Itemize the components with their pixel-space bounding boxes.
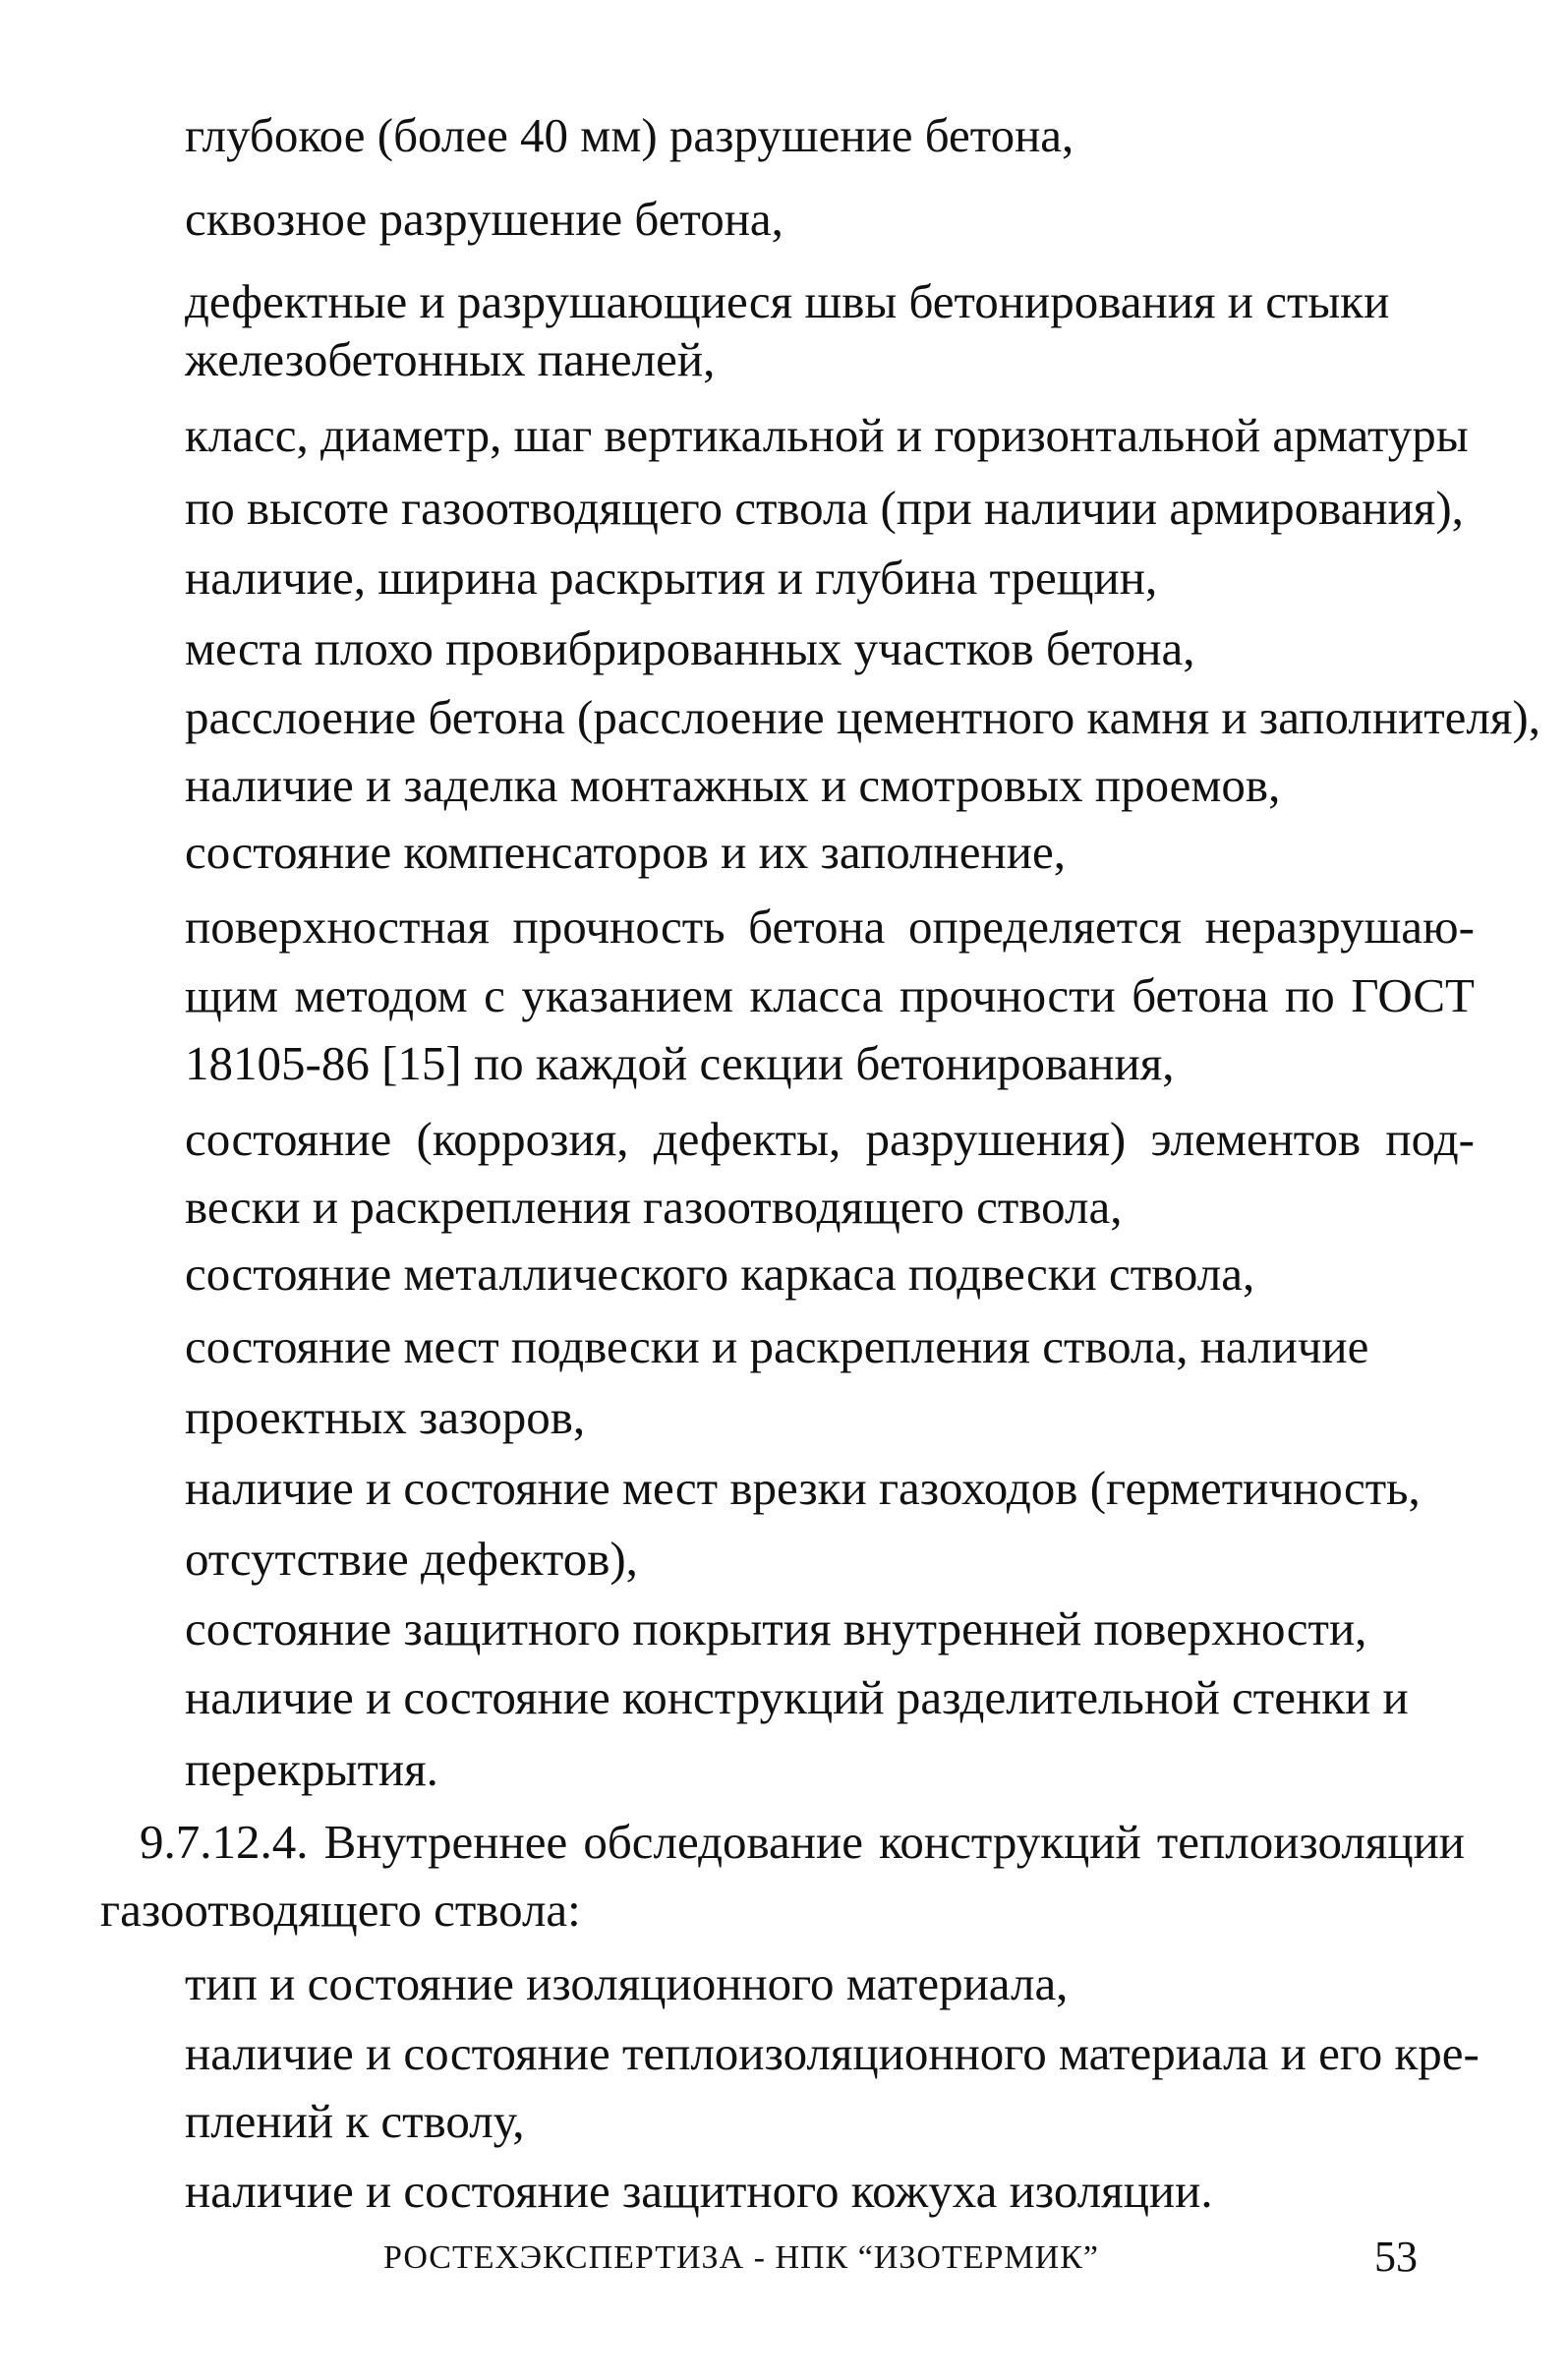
text-line-justified: поверхностная прочность бетона определяется неразрушаю-: [185, 900, 1475, 954]
text-line: наличие и состояние мест врезки газоходов (герметичность,: [185, 1461, 1421, 1515]
text-line: плений к стволу,: [185, 2094, 525, 2148]
text-line: наличие и состояние защитного кожуха изоляции.: [185, 2164, 1213, 2218]
text-line: сквозное разрушение бетона,: [185, 192, 784, 246]
text-line-justified: состояние (коррозия, дефекты, разрушения) элементов под-: [185, 1112, 1475, 1166]
section-heading-line: 9.7.12.4. Внутреннее обследование конструкций теплоизоляции: [140, 1815, 1465, 1869]
text-line-justified: щим методом с указанием класса прочности бетона по ГОСТ: [185, 968, 1475, 1022]
text-line: по высоте газоотводящего ствола (при наличии армирования),: [185, 481, 1464, 535]
text-line: глубокое (более 40 мм) разрушение бетона,: [185, 108, 1074, 162]
text-line: вески и раскрепления газоотводящего ствола,: [185, 1180, 1123, 1234]
text-line: тип и состояние изоляционного материала,: [185, 1956, 1069, 2010]
text-line: отсутствие дефектов),: [185, 1532, 638, 1586]
text-line: состояние компенсаторов и их заполнение,: [185, 825, 1066, 879]
text-line: перекрытия.: [185, 1742, 438, 1796]
text-line: состояние защитного покрытия внутренней поверхности,: [185, 1601, 1367, 1655]
text-line: наличие, ширина раскрытия и глубина трещин,: [185, 551, 1158, 605]
page-number: 53: [1374, 2233, 1418, 2281]
text-line: 18105-86 [15] по каждой секции бетонирования,: [185, 1036, 1175, 1090]
text-line: наличие и состояние конструкций разделительной стенки и: [185, 1670, 1409, 1724]
text-line: дефектные и разрушающиеся швы бетонирования и стыки: [185, 274, 1390, 328]
text-line: наличие и заделка монтажных и смотровых проемов,: [185, 758, 1281, 812]
section-heading-continuation: газоотводящего ствола:: [100, 1883, 581, 1937]
text-line: наличие и состояние теплоизоляционного материала и его кре-: [185, 2026, 1480, 2080]
text-line: состояние мест подвески и раскрепления ствола, наличие: [185, 1319, 1369, 1373]
text-line: состояние металлического каркаса подвески ствола,: [185, 1247, 1255, 1301]
text-line: места плохо провибрированных участков бетона,: [185, 621, 1195, 675]
text-line: проектных зазоров,: [185, 1390, 586, 1444]
text-line: класс, диаметр, шаг вертикальной и горизонтальной арматуры: [185, 408, 1469, 462]
text-line: расслоение бетона (расслоение цементного камня и заполнителя),: [185, 690, 1540, 744]
text-line: железобетонных панелей,: [185, 332, 716, 386]
footer-publisher: РОСТЕХЭКСПЕРТИЗА - НПК “ИЗОТЕРМИК”: [383, 2239, 1099, 2276]
